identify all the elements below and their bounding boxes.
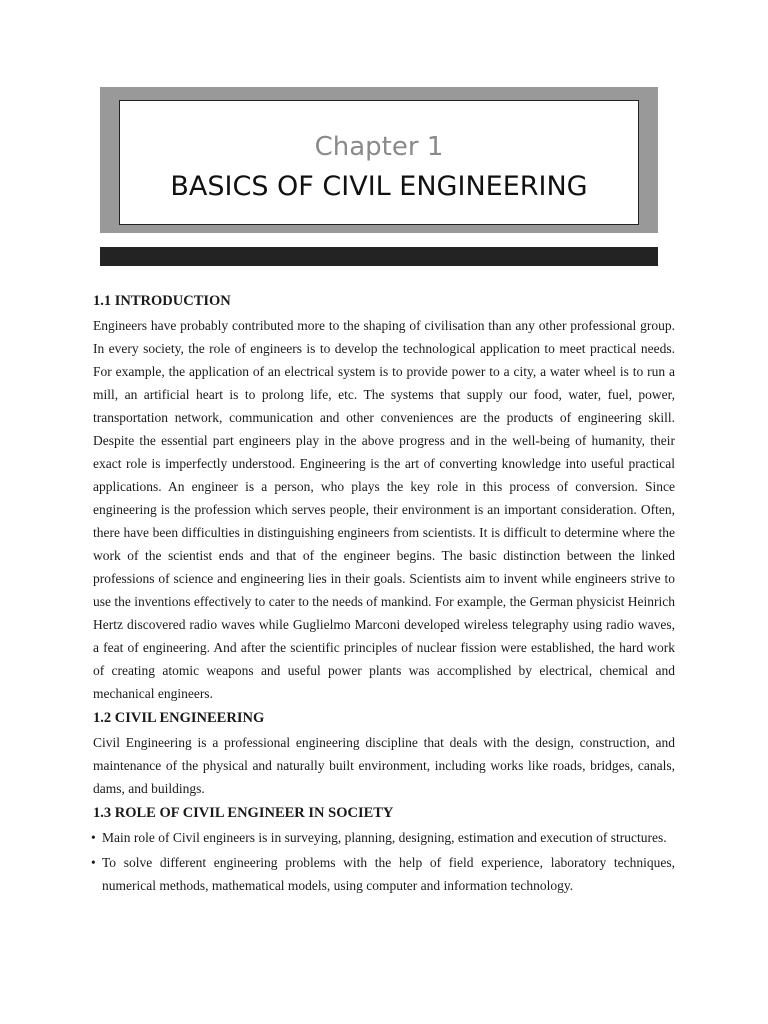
bullet-list [93, 826, 675, 897]
header-divider-bar [100, 247, 658, 266]
chapter-title: BASICS OF CIVIL ENGINEERING [170, 171, 588, 202]
list-item [93, 826, 675, 849]
section-heading: 1.3 ROLE OF CIVIL ENGINEER IN SOCIETY [93, 805, 394, 821]
list-item [93, 851, 675, 897]
page-content [93, 290, 675, 899]
chapter-header-box [119, 100, 639, 225]
chapter-label: Chapter 1 [314, 132, 444, 162]
bullet-icon: • [91, 830, 96, 845]
bullet-icon: • [91, 855, 96, 870]
section-heading: 1.1 INTRODUCTION [93, 293, 231, 309]
list-item-text: To solve different engineering problems with the help of field experience, laboratory techniques, numerical methods, mathematical models, using computer and information technology. [102, 855, 675, 893]
section-role-of-civil-engineer [93, 802, 675, 897]
section-paragraph: Engineers have probably contributed more to the shaping of civilisation than any other professional group. In every society, the role of engineers is to develop the technological application to meet practical needs. For example, the application of an electrical system is to provide power to a city, a water wheel is to run a mill, an artificial heart is to prolong life, etc. The systems that supply our food, water, fuel, power, transportation network, communication and other conveniences are the products of engineering skill. Despite the essential part engineers play in the above progress and in the well-being of humanity, their exact role is imperfectly understood. Engineering is the art of converting knowledge into useful practical applications. An engineer is a person, who plays the key role in this process of conversion. Since engineering is the profession which serves people, their environment is an important consideration. Often, there have been difficulties in distinguishing engineers from scientists. It is difficult to determine where the work of the scientist ends and that of the engineer begins. The basic distinction between the linked professions of science and engineering lies in their goals. Scientists aim to invent while engineers strive to use the inventions effectively to cater to the needs of mankind. For example, the German physicist Heinrich Hertz discovered radio waves while Guglielmo Marconi developed wireless telegraphy using radio waves, a feat of engineering. And after the scientific principles of nuclear fission were established, the hard work of creating atomic weapons and useful power plants was accomplished by electrical, chemical and mechanical engineers. [93, 318, 675, 701]
section-introduction [93, 290, 675, 705]
list-item-text: Main role of Civil engineers is in surveying, planning, designing, estimation and execution of structures. [102, 830, 667, 845]
section-civil-engineering [93, 707, 675, 800]
section-heading: 1.2 CIVIL ENGINEERING [93, 710, 265, 726]
section-paragraph: Civil Engineering is a professional engineering discipline that deals with the design, construction, and maintenance of the physical and naturally built environment, including works like roads, bridges, canals, dams, and buildings. [93, 735, 675, 796]
